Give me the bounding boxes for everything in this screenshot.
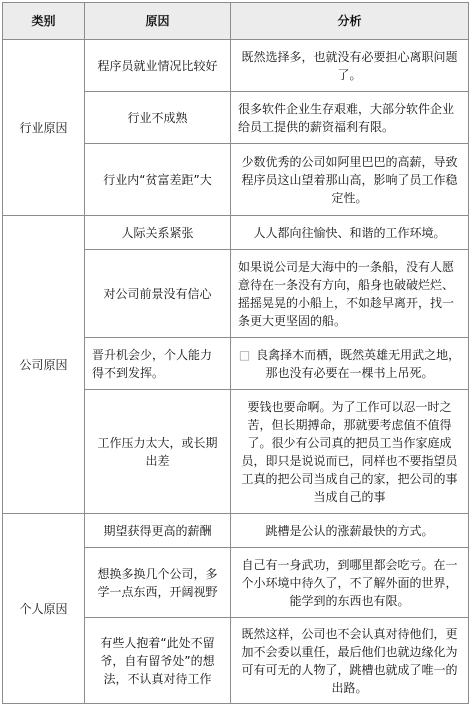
- reason-cell: 行业不成熟: [85, 92, 231, 144]
- analysis-cell: 既然选择多，也就没有必要担心离职问题了。: [231, 40, 469, 92]
- reason-cell: 有些人抱着“此处不留爷，自有留爷处”的想法，不认真对待工作: [85, 618, 231, 704]
- header-analysis: 分析: [231, 3, 469, 40]
- table-row: [3, 514, 469, 548]
- analysis-cell: 少数优秀的公司如阿里巴巴的高薪，导致程序员这山望着那山高，影响了员工作稳定性。: [231, 144, 469, 216]
- reason-cell: 晋升机会少，个人能力得不到发挥。: [85, 338, 231, 390]
- category-cell: 行业原因: [3, 40, 85, 216]
- analysis-cell: 跳槽是公认的涨薪最快的方式。: [231, 514, 469, 548]
- analysis-cell: 要钱也要命啊。为了工作可以忍一时之苦，但长期搏命，那就要考虑值不值得了。很少有公司真的把员工当作家庭成员，即只是说说而已，同样也不要指望员工真的把公司当成自己的家，把公司的事当成自己的事: [231, 390, 469, 514]
- reason-cell: 人际关系紧张: [85, 216, 231, 250]
- reason-cell: 工作压力太大，或长期出差: [85, 390, 231, 514]
- analysis-cell: 既然这样，公司也不会认真对待他们，更加不会委以重任，最后他们也就边缘化为可有可无的人物了，跳槽也就成了唯一的出路。: [231, 618, 469, 704]
- category-cell: 个人原因: [3, 514, 85, 704]
- reason-cell: 对公司前景没有信心: [85, 250, 231, 338]
- reason-cell: 期望获得更高的薪酬: [85, 514, 231, 548]
- reason-cell: 想换多换几个公司，多学一点东西，开阔视野: [85, 548, 231, 618]
- category-cell: 公司原因: [3, 216, 85, 514]
- reasons-table: [2, 2, 469, 704]
- analysis-cell: 人人都向往愉快、和谐的工作环境。: [231, 216, 469, 250]
- table-row: [3, 40, 469, 92]
- analysis-cell: 如果说公司是大海中的一条船，没有人愿意待在一条没有方向，船身也破破烂烂、摇摇晃晃的小船上，不如趁早离开，找一条更大更坚固的船。: [231, 250, 469, 338]
- placeholder-glyph: □: [238, 347, 251, 362]
- reason-cell: 行业内“贫富差距”大: [85, 144, 231, 216]
- analysis-cell: 自己有一身武功，到哪里都会吃亏。在一个小环境中待久了，不了解外面的世界，能学到的东西也有限。: [231, 548, 469, 618]
- reason-cell: 程序员就业情况比较好: [85, 40, 231, 92]
- header-reason: 原因: [85, 3, 231, 40]
- table-row: [3, 216, 469, 250]
- header-category: 类别: [3, 3, 85, 40]
- analysis-cell: [231, 338, 469, 390]
- header-row: [3, 3, 469, 40]
- analysis-text: 良禽择木而栖，既然英雄无用武之地，那也没有必要在一棵书上吊死。: [256, 347, 461, 380]
- analysis-cell: 很多软件企业生存艰难，大部分软件企业给员工提供的薪资福利有限。: [231, 92, 469, 144]
